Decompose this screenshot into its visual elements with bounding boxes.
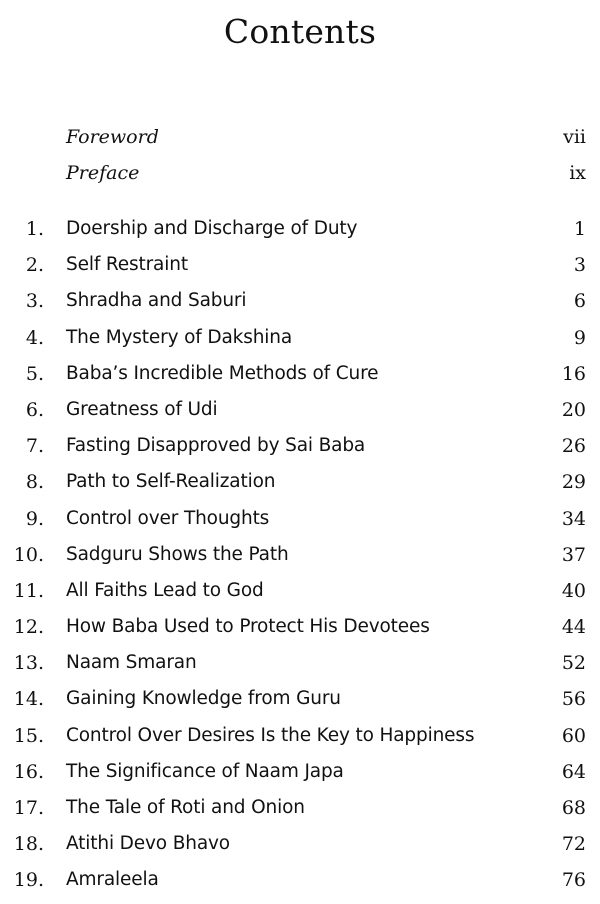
toc-entry-chapter[interactable] [0,321,600,357]
chapter-title: Control over Thoughts [66,507,270,529]
toc-entry-chapter[interactable] [0,719,600,755]
chapter-title: Baba’s Incredible Methods of Cure [66,362,379,384]
entry-page-number: 76 [561,869,586,892]
toc-entry-chapter[interactable] [0,646,600,682]
toc-entry-chapter[interactable] [0,465,600,501]
chapter-title: Greatness of Udi [66,398,218,420]
toc-entry-chapter[interactable] [0,357,600,393]
toc-entry-chapter[interactable] [0,284,600,320]
chapter-list [0,212,600,900]
entry-page-number: 56 [561,688,586,711]
toc-entry-chapter[interactable] [0,755,600,791]
entry-label: Preface [66,162,140,184]
chapter-title: Gaining Knowledge from Guru [66,688,341,710]
chapter-number: 2. [25,254,44,277]
toc-entry-chapter[interactable] [0,574,600,610]
chapter-title: The Significance of Naam Japa [66,760,344,782]
toc-entry-chapter[interactable] [0,502,600,538]
chapter-number: 6. [25,398,44,421]
chapter-number: 13. [13,652,44,675]
toc-entry-chapter[interactable] [0,212,600,248]
chapter-title: Control Over Desires Is the Key to Happiness [66,724,475,746]
chapter-title: All Faiths Lead to God [66,579,264,601]
chapter-title: Doership and Discharge of Duty [66,218,358,239]
chapter-number: 5. [25,362,44,385]
chapter-title: Self Restraint [66,254,188,276]
toc-entry-chapter[interactable] [0,610,600,646]
toc-entry-chapter[interactable] [0,393,600,429]
chapter-number: 19. [13,869,44,892]
chapter-title: Atithi Devo Bhavo [66,833,230,855]
chapter-number: 8. [25,471,44,494]
entry-page-number: 6 [573,290,586,313]
entry-page-number: 37 [561,543,586,566]
chapter-title: Naam Smaran [66,652,197,674]
entry-page-number: 68 [561,797,586,819]
toc-entry-chapter[interactable] [0,791,600,827]
toc-entry-foreword[interactable] [0,120,600,156]
entry-page-number: ix [569,162,586,184]
entry-page-number: 1 [573,218,586,240]
chapter-number: 3. [25,290,44,313]
toc-entry-chapter[interactable] [0,682,600,718]
chapter-number: 14. [13,688,44,711]
chapter-title: Sadguru Shows the Path [66,543,289,565]
chapter-number: 4. [25,326,44,349]
toc-entry-chapter[interactable] [0,827,600,863]
chapter-number: 12. [13,616,44,639]
entry-page-number: 40 [561,579,586,602]
entry-label: Foreword [66,126,159,148]
entry-page-number: 26 [561,435,586,458]
entry-page-number: 9 [573,326,586,349]
entry-page-number: vii [563,126,586,148]
chapter-title: The Tale of Roti and Onion [66,797,305,818]
entry-page-number: 60 [561,724,586,747]
entry-page-number: 16 [561,362,586,385]
toc-entry-preface[interactable] [0,156,600,192]
toc-entry-chapter[interactable] [0,863,600,899]
toc-entry-chapter[interactable] [0,248,600,284]
chapter-number: 17. [13,797,44,819]
front-matter-list [0,120,600,192]
entry-page-number: 64 [561,760,586,783]
page-title: Contents [223,12,377,51]
chapter-title: Amraleela [66,869,159,891]
entry-page-number: 52 [561,652,586,675]
chapter-number: 7. [25,435,44,458]
chapter-title: The Mystery of Dakshina [66,326,293,348]
entry-page-number: 3 [573,254,586,277]
entry-page-number: 29 [561,471,586,494]
entry-page-number: 44 [561,616,586,639]
chapter-number: 10. [13,543,44,566]
chapter-title: How Baba Used to Protect His Devotees [66,616,430,638]
entry-page-number: 34 [561,507,586,530]
chapter-number: 9. [25,507,44,530]
chapter-title: Shradha and Saburi [66,290,247,312]
chapter-title: Path to Self-Realization [66,471,276,493]
chapter-number: 18. [13,833,44,856]
entry-page-number: 72 [561,833,586,856]
entry-page-number: 20 [561,398,586,421]
chapter-number: 11. [13,579,44,602]
chapter-number: 1. [25,218,44,240]
toc-entry-chapter[interactable] [0,538,600,574]
toc-entry-chapter[interactable] [0,429,600,465]
chapter-title: Fasting Disapproved by Sai Baba [66,435,366,457]
chapter-number: 15. [13,724,44,747]
chapter-number: 16. [13,760,44,783]
